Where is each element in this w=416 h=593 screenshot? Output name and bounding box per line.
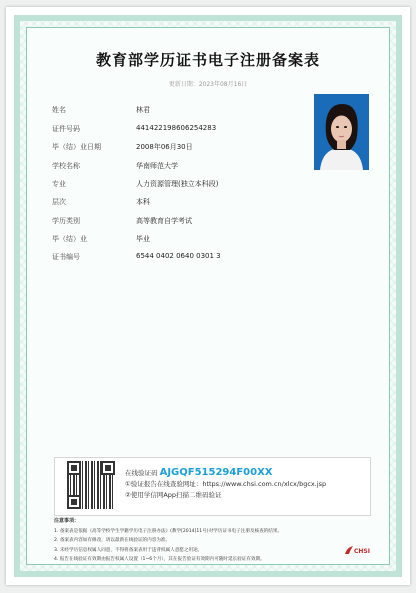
verification-app-line: ②使用学信网App扫描二维码验证 bbox=[125, 491, 222, 499]
note-item: 1. 备案表是依据《高等学校学生学籍学历电子注册办法》(教学[2014]11号)对学历证书电子注册及核查的结果。 bbox=[54, 528, 283, 534]
notes-section bbox=[54, 517, 384, 565]
verification-code-line bbox=[125, 467, 326, 479]
verification-code: AJGQF515294F00XX bbox=[159, 467, 273, 478]
field-label: 毕（结）业 bbox=[52, 235, 87, 243]
chsi-logo-icon bbox=[344, 545, 354, 555]
field-value: 高等教育自学考试 bbox=[136, 217, 192, 225]
field-value: 华南师范大学 bbox=[136, 162, 178, 170]
portrait-photo bbox=[314, 94, 369, 170]
field-label: 证书编号 bbox=[52, 253, 80, 261]
field-value: 本科 bbox=[136, 198, 150, 206]
portrait-image bbox=[314, 94, 369, 170]
verification-text bbox=[125, 467, 326, 501]
notes-title: 注意事项： bbox=[54, 518, 80, 524]
field-label: 证件号码 bbox=[52, 125, 80, 133]
chsi-logo-text: CHSI bbox=[354, 548, 370, 555]
qr-code-icon[interactable] bbox=[67, 461, 115, 509]
field-value: 6544 0402 0640 0301 3 bbox=[136, 252, 221, 260]
field-value: 毕业 bbox=[136, 235, 150, 243]
note-item: 3. 未经学历信息权属人同意，不得将备案表用于违背权属人意愿之用途。 bbox=[54, 547, 203, 553]
qr-finder bbox=[101, 461, 115, 475]
field-value: 人力资源管理(独立本科段) bbox=[136, 180, 219, 188]
document-title: 教育部学历证书电子注册备案表 bbox=[95, 51, 320, 69]
qr-finder bbox=[67, 495, 81, 509]
field-value: 441422198606254283 bbox=[136, 124, 217, 132]
update-date: 更新日期：2023年08月16日 bbox=[168, 81, 248, 88]
verification-panel bbox=[54, 457, 371, 516]
verification-url-line: ①验证报告在线查验网址：https://www.chsi.com.cn/xlcx/bgcx.jsp bbox=[125, 480, 327, 488]
field-value: 林君 bbox=[136, 106, 150, 114]
note-item: 2. 备案表内容如有修改，请以最新在线验证的内容为准。 bbox=[54, 538, 171, 543]
field-label: 毕（结）业日期 bbox=[52, 143, 101, 151]
field-label: 专业 bbox=[52, 180, 66, 188]
note-item: 4. 报告在线验证有效期由报告权属人设置（1~6个月），其在报告验证有效期内可随时延长验证有效期。 bbox=[54, 557, 265, 562]
field-label: 学校名称 bbox=[52, 162, 80, 170]
verification-code-label: 在线验证码 bbox=[125, 469, 158, 477]
field-label: 学历类别 bbox=[52, 217, 80, 225]
field-value: 2008年06月30日 bbox=[136, 143, 193, 151]
qr-finder bbox=[67, 461, 81, 475]
document-page bbox=[6, 7, 410, 585]
field-label: 层次 bbox=[52, 198, 66, 206]
field-label: 姓名 bbox=[52, 106, 66, 114]
